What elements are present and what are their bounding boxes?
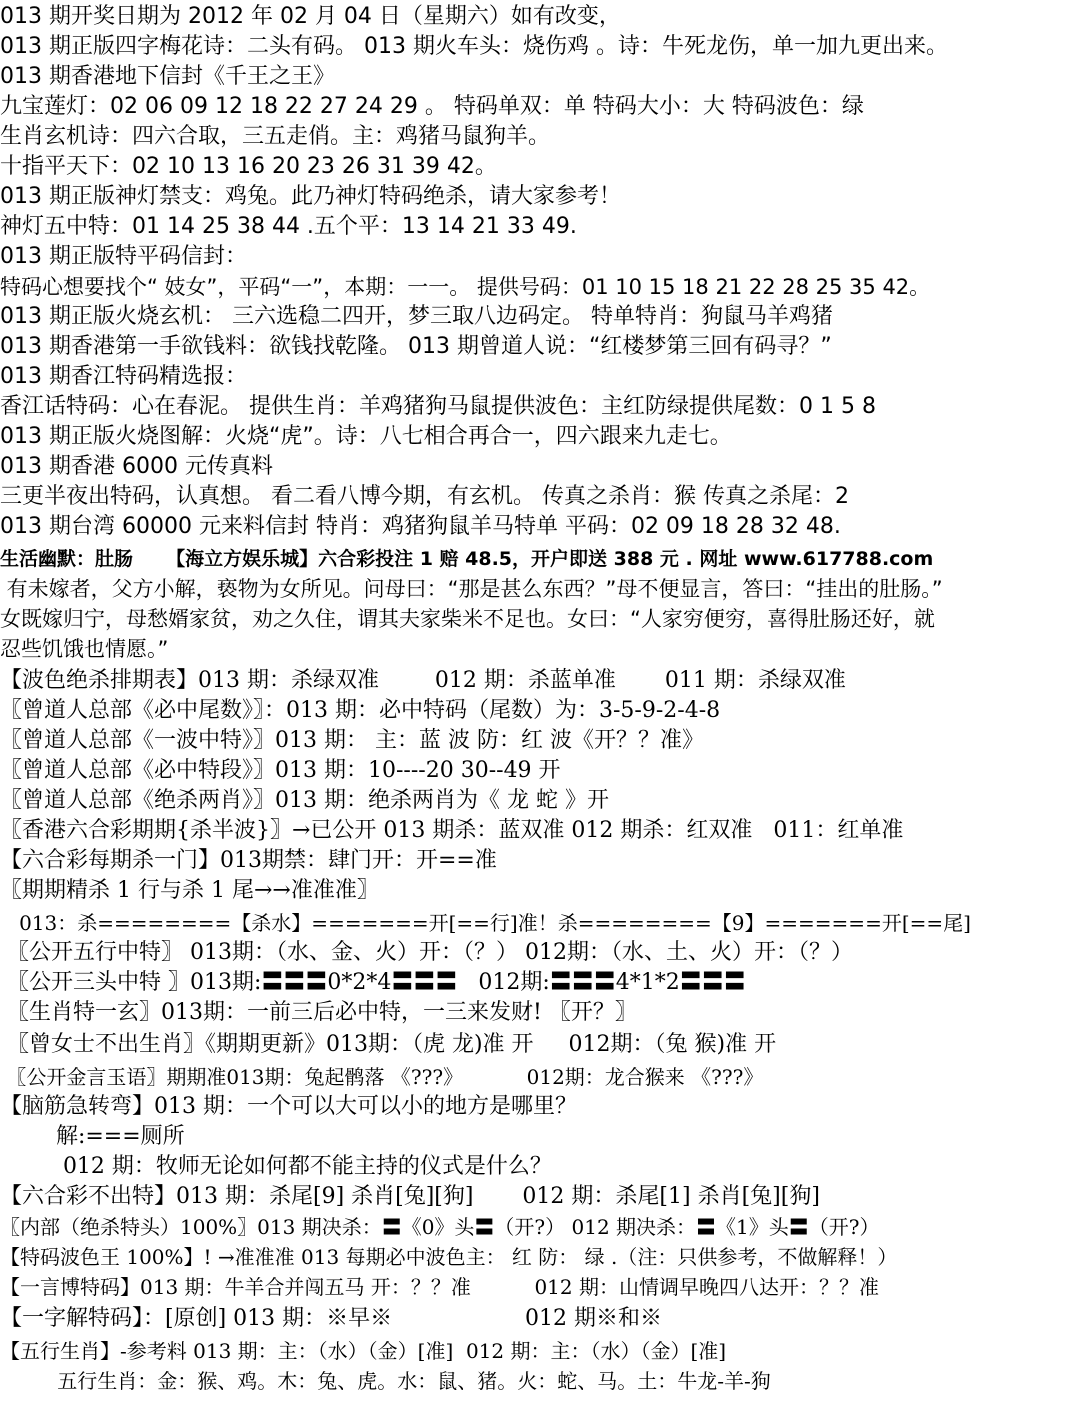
text-line-special-code-heart: 特码心想要找个“ 妓女”，平码“一”，本期：一一。 提供号码：01 10 15 18 21 22 28 25 35 42。 — [0, 275, 931, 299]
text-line-zeng-wave: 〖曾道人总部《一波中特》〗013 期： 主：蓝 波 防：红 波《开？？准》 — [0, 728, 704, 753]
text-line-internal-kill: 〖内部（绝杀特头）100%〗013 期决杀：〓《0》头〓（开?） 012 期决杀：〓《1》头〓（开?） — [0, 1215, 880, 1239]
text-line-midnight: 三更半夜出特码，认真想。 看二看八博今期，有玄机。 传真之杀肖：猴 传真之杀尾：2 — [0, 484, 849, 509]
text-line-priest-question: 012 期：牧师无论如何都不能主持的仪式是什么？ — [0, 1154, 552, 1179]
text-line-draw-date: 013 期开奖日期为 2012 年 02 月 04 日（星期六）如有改变， — [0, 4, 621, 29]
text-line-answer: 解:===厕所 — [0, 1124, 185, 1149]
text-line-one-word-bet: 【一言博特码】013 期：牛羊合并闯五马 开：？？准 012 期：山情调早晚四八达开：？？准 — [0, 1275, 879, 1299]
text-line-lotus-lamp: 九宝莲灯：02 06 09 12 18 22 27 24 29 。 特码单双：单 特码大小：大 特码波色：绿 — [0, 94, 864, 119]
text-line-divine-lamp: 013 期正版神灯禁支：鸡兔。此乃神灯特码绝杀，请大家参考！ — [0, 184, 621, 209]
text-line-five-elements: 〖公开五行中特〗 013期：（水、金、火）开：（？） 012期：（水、土、火）开：（？） — [0, 940, 853, 965]
text-line-element-list: 五行生肖：金：猴、鸡。木：兔、虎。水：鼠、猪。火：蛇、马。土：牛龙-羊-狗 — [0, 1369, 771, 1393]
text-line-brain-teaser: 【脑筋急转弯】013 期：一个可以大可以小的地方是哪里？ — [0, 1094, 577, 1119]
text-line-kill-one-door: 【六合彩每期杀一门】013期禁：肆门开：开==准 — [0, 848, 497, 873]
text-line-five-element-zodiac: 【五行生肖】-参考料 013 期：主：（水）（金）[准] 012 期：主：（水）（金）[准] — [0, 1339, 727, 1363]
text-line-zeng-two-zodiac: 〖曾道人总部《绝杀两肖》〗013 期：绝杀两肖为《 龙 蛇 》开 — [0, 788, 609, 813]
text-line-hk-first-hand: 013 期香港第一手欲钱料：欲钱找乾隆。 013 期曾道人说：“红楼梦第三回有码寻？” — [0, 334, 832, 359]
text-line-fire-mystery: 013 期正版火烧玄机： 三六选稳二四开，梦三取八边码定。 特单特肖：狗鼠马羊鸡猪 — [0, 304, 833, 329]
text-line-hk-fax: 013 期香港 6000 元传真料 — [0, 454, 273, 479]
text-line-xiangjiang-talk: 香江话特码：心在春泥。 提供生肖：羊鸡猪狗马鼠提供波色：主红防绿提供尾数：0 1 5 8 — [0, 394, 876, 419]
text-line-golden-words: 〖公开金言玉语〗期期准013期：兔起鹘落 《???》 012期：龙合猴来 《???》 — [0, 1065, 764, 1089]
text-line-no-special: 【六合彩不出特】013 期：杀尾[9] 杀肖[兔][狗] 012 期：杀尾[1] 杀肖[兔][狗] — [0, 1184, 820, 1209]
text-line-ms-zeng: 〖曾女士不出生肖〗《期期更新》013期：（虎 龙)准 开 012期：（兔 猴)准 开 — [0, 1032, 777, 1057]
text-line-hk-half-wave: 〖香港六合彩期期{杀半波}〗→已公开 013 期杀：蓝双准 012 期杀：红双准 011：红单准 — [0, 818, 904, 843]
text-line-story-3: 忍些饥饿也情愿。” — [0, 637, 169, 661]
text-line-three-heads: 〖公开三头中特 〗013期:〓〓〓0*2*4〓〓〓 012期:〓〓〓4*1*2〓〓〓 — [0, 970, 746, 995]
text-line-zeng-tail: 〖曾道人总部《必中尾数》〗：013 期：必中特码（尾数）为：3-5-9-2-4-8 — [0, 698, 721, 723]
text-line-ten-fingers: 十指平天下：02 10 13 16 20 23 26 31 39 42。 — [0, 154, 497, 179]
text-line-kill-row-tail: 〖期期精杀 1 行与杀 1 尾→→准准准〗 — [0, 878, 379, 903]
text-line-zodiac-poem: 生肖玄机诗：四六合取，三五走俏。主：鸡猪马鼠狗羊。 — [0, 124, 551, 149]
text-line-wave-king: 【特码波色王 100%】! →准准准 013 每期必中波色主： 红 防： 绿 .（注：只供参考，不做解释！） — [0, 1245, 898, 1269]
text-line-zeng-segment: 〖曾道人总部《必中特段》〗013 期：10----20 30--49 开 — [0, 758, 561, 783]
text-line-story-2: 女既嫁归宁，母愁婿家贫，劝之久住，谓其夫家柴米不足也。女曰：“人家穷便穷，喜得肚肠还好，就 — [0, 607, 935, 631]
text-line-plum-poem: 013 期正版四字梅花诗：二头有码。 013 期火车头：烧伤鸡 。诗：牛死龙伤，单一加九更出来。 — [0, 34, 948, 59]
text-line-xiangjiang-report: 013 期香江特码精选报： — [0, 364, 247, 389]
text-line-kill-water: 013：杀========【杀水】=======开[==行]准！杀========【9】=======开[==尾] — [0, 911, 971, 935]
text-line-divine-five: 神灯五中特：01 14 25 38 44 .五个平：13 14 21 33 49. — [0, 214, 577, 239]
text-line-fire-illustration: 013 期正版火烧图解：火烧“虎”。诗：八七相合再合一，四六跟来九走七。 — [0, 424, 732, 449]
text-line-one-char: 【一字解特码】：[原创] 013 期：※早※ 012 期※和※ — [0, 1306, 662, 1331]
text-line-hk-envelope: 013 期香港地下信封《千王之王》 — [0, 64, 335, 89]
text-line-special-envelope: 013 期正版特平码信封： — [0, 244, 247, 269]
text-line-wave-color-table: 【波色绝杀排期表】013 期：杀绿双准 012 期：杀蓝单准 011 期：杀绿双准 — [0, 668, 846, 693]
text-line-taiwan-envelope: 013 期台湾 60000 元来料信封 特肖：鸡猪狗鼠羊马特单 平码：02 09 18 28 32 48. — [0, 514, 841, 539]
text-line-story-1: 有未嫁者，父方小解，亵物为女所见。问母曰：“那是甚么东西？”母不便显言，答曰：“挂出的肚肠。” — [0, 577, 943, 601]
text-line-humor-ad: 生活幽默：肚肠 【海立方娱乐城】六合彩投注 1 赔 48.5，开户即送 388 元 . 网址 www.617788.com — [0, 548, 934, 570]
text-line-zodiac-mystery: 〖生肖特一玄〗013期：一前三后必中特，一三来发财! 〖开？〗 — [0, 1000, 637, 1025]
